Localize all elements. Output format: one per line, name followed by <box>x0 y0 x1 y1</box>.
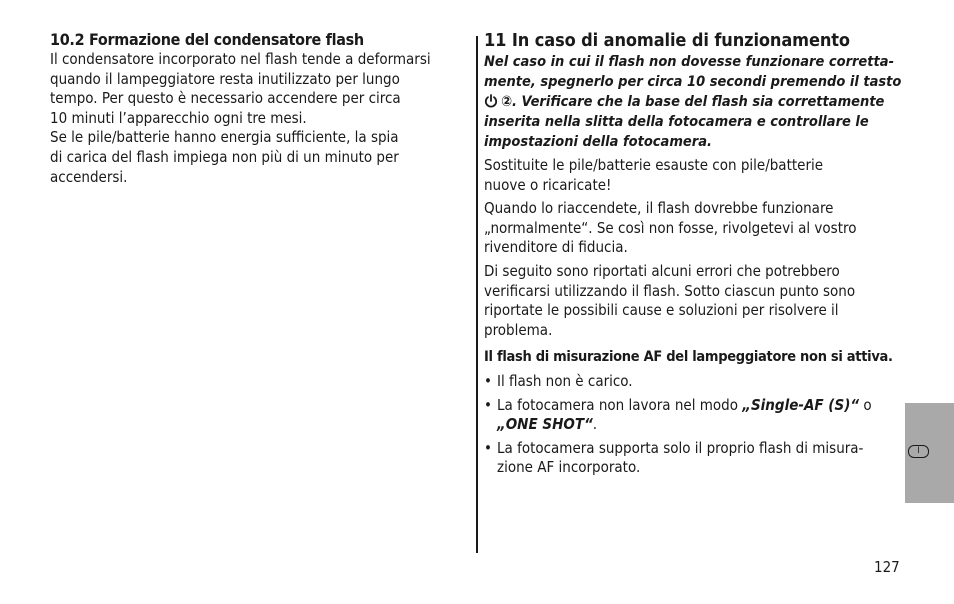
column-divider <box>476 36 478 553</box>
paragraph-charge-lamp <box>50 128 472 187</box>
bullet-text: Il flash non è carico. <box>497 371 633 390</box>
text-line: Quando lo riaccendete, il flash dovrebbe funzionare <box>484 199 834 218</box>
language-marker: I <box>908 445 929 458</box>
text-line: nuove o ricaricate! <box>484 175 612 194</box>
page-number: 127 <box>874 558 900 576</box>
paragraph-replace-batteries <box>484 156 904 195</box>
bullet-text-part: o <box>859 395 872 414</box>
text-line: Nel caso in cui il flash non dovesse funzionare corretta- <box>484 54 894 70</box>
bullet-symbol: • <box>484 395 492 414</box>
text-line: „normalmente“. Se così non fosse, rivolgetevi al vostro <box>484 218 857 237</box>
error-subheading: Il flash di misurazione AF del lampeggiatore non si attiva. <box>484 349 893 366</box>
text-line: tempo. Per questo è necessario accendere per circa <box>50 89 401 108</box>
text-line: Il condensatore incorporato nel flash tende a deformarsi <box>50 50 431 68</box>
text-line: accendersi. <box>50 167 128 186</box>
af-mode-one-shot: „ONE SHOT“ <box>497 415 593 434</box>
bullet-symbol: • <box>484 371 492 390</box>
text-line: rivenditore di fiducia. <box>484 238 628 257</box>
text-line: zione AF incorporato. <box>497 458 641 477</box>
text-line: mente, spegnerlo per circa 10 secondi premendo il tasto <box>484 74 902 90</box>
text-line: Se le pile/batterie hanno energia sufficiente, la spia <box>50 128 399 147</box>
text-line: impostazioni della fotocamera. <box>484 134 712 150</box>
bullet-text <box>497 439 904 478</box>
text-line: 10 minuti l’apparecchio ogni tre mesi. <box>50 108 307 127</box>
section-heading-10-2: 10.2 Formazione del condensatore flash <box>50 30 364 49</box>
bullet-text <box>497 396 904 435</box>
list-item <box>484 372 904 392</box>
bullet-symbol: • <box>484 438 492 457</box>
text-line: problema. <box>484 320 553 339</box>
text-line: di carica del flash impiega non più di un minuto per <box>50 147 399 166</box>
left-column <box>50 30 472 187</box>
intro-line-3: ②. Verificare che la base del flash sia correttamente <box>501 94 885 110</box>
text-line: Sostituite le pile/batterie esauste con pile/batterie <box>484 156 824 174</box>
text-line: La fotocamera supporta solo il proprio flash di misura- <box>497 438 864 457</box>
list-item <box>484 396 904 435</box>
intro-instructions <box>484 52 904 152</box>
right-column <box>484 30 904 478</box>
text-line: quando il lampeggiatore resta inutilizzato per lungo <box>50 69 400 88</box>
power-icon <box>484 94 498 108</box>
af-mode-single: „Single-AF (S)“ <box>742 395 860 414</box>
paragraph-condenser <box>50 50 472 128</box>
bullet-text-part: . <box>592 415 598 434</box>
bullet-text-part: La fotocamera non lavora nel modo <box>497 395 743 414</box>
text-line: inserita nella slitta della fotocamera e controllare le <box>484 114 869 130</box>
section-heading-11: 11 In caso di anomalie di funzionamento <box>484 30 850 51</box>
paragraph-restart <box>484 199 904 258</box>
text-line: Di seguito sono riportati alcuni errori che potrebbero <box>484 261 840 280</box>
text-line: verificarsi utilizzando il flash. Sotto ciascun punto sono <box>484 281 856 300</box>
list-item <box>484 439 904 478</box>
text-line: riportate le possibili cause e soluzioni per risolvere il <box>484 301 839 320</box>
text-line <box>484 92 904 112</box>
paragraph-errors-intro <box>484 262 904 340</box>
